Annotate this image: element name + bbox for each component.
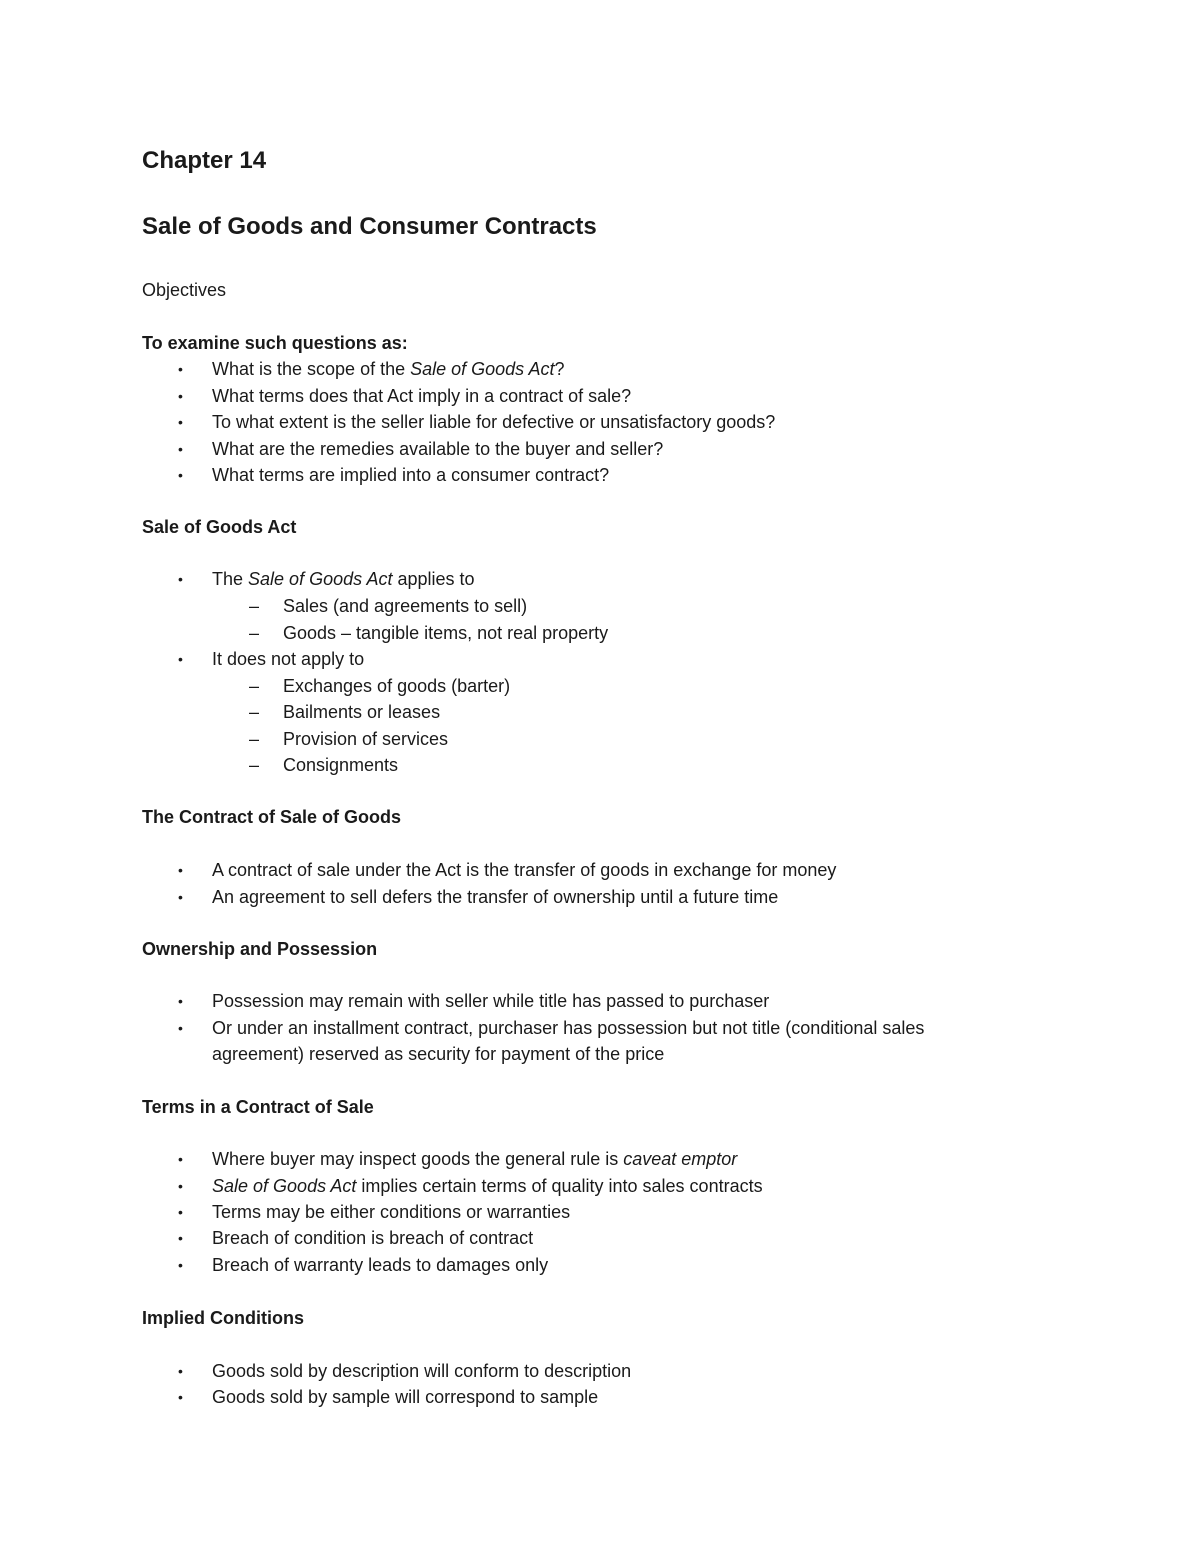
page-subtitle: Sale of Goods and Consumer Contracts	[142, 213, 597, 240]
terms-item: Where buyer may inspect goods the general rule is caveat emptor	[212, 1149, 738, 1169]
terms-item: Breach of warranty leads to damages only	[212, 1255, 549, 1275]
not-apply-item: It does not apply to	[212, 649, 365, 669]
section-heading-sale-of-goods-act: Sale of Goods Act	[142, 517, 297, 537]
objectives-label: Objectives	[142, 280, 227, 300]
bullet-icon: •	[178, 1363, 183, 1379]
objective-question-5: What terms are implied into a consumer contract?	[212, 465, 610, 485]
implied-condition-item: Goods sold by description will conform to description	[212, 1361, 632, 1381]
applies-to-item: The Sale of Goods Act applies to	[212, 569, 475, 589]
ownership-item: Possession may remain with seller while title has passed to purchaser	[212, 991, 770, 1011]
not-apply-sub-item: Consignments	[283, 755, 399, 775]
dash-icon: –	[249, 623, 260, 643]
not-apply-sub-item: Bailments or leases	[283, 702, 441, 722]
section-heading-contract-of-sale: The Contract of Sale of Goods	[142, 807, 402, 827]
dash-icon: –	[249, 596, 260, 616]
objective-question-4: What are the remedies available to the buyer and seller?	[212, 439, 664, 459]
objectives-intro: To examine such questions as:	[142, 333, 408, 353]
section-heading-terms: Terms in a Contract of Sale	[142, 1097, 374, 1117]
bullet-icon: •	[178, 1230, 183, 1246]
chapter-title: Chapter 14	[142, 147, 267, 174]
applies-sub-item: Sales (and agreements to sell)	[283, 596, 528, 616]
bullet-icon: •	[178, 993, 183, 1009]
section-heading-ownership: Ownership and Possession	[142, 939, 378, 959]
bullet-icon: •	[178, 441, 183, 457]
objective-question-1: What is the scope of the Sale of Goods Act?	[212, 359, 565, 379]
ownership-item-line: agreement) reserved as security for payment of the price	[212, 1044, 665, 1064]
terms-item: Breach of condition is breach of contract	[212, 1228, 534, 1248]
bullet-icon: •	[178, 1389, 183, 1405]
not-apply-sub-item: Exchanges of goods (barter)	[283, 676, 511, 696]
not-apply-sub-item: Provision of services	[283, 729, 449, 749]
bullet-icon: •	[178, 1204, 183, 1220]
dash-icon: –	[249, 729, 260, 749]
section-heading-implied-conditions: Implied Conditions	[142, 1308, 304, 1328]
terms-item: Terms may be either conditions or warranties	[212, 1202, 571, 1222]
contract-of-sale-item: An agreement to sell defers the transfer of ownership until a future time	[212, 887, 779, 907]
bullet-icon: •	[178, 1178, 183, 1194]
dash-icon: –	[249, 702, 260, 722]
applies-sub-item: Goods – tangible items, not real property	[283, 623, 609, 643]
bullet-icon: •	[178, 1151, 183, 1167]
objective-question-3: To what extent is the seller liable for defective or unsatisfactory goods?	[212, 412, 776, 432]
dash-icon: –	[249, 676, 260, 696]
bullet-icon: •	[178, 862, 183, 878]
terms-item: Sale of Goods Act implies certain terms of quality into sales contracts	[212, 1176, 763, 1196]
bullet-icon: •	[178, 414, 183, 430]
objective-question-2: What terms does that Act imply in a contract of sale?	[212, 386, 632, 406]
implied-condition-item: Goods sold by sample will correspond to sample	[212, 1387, 599, 1407]
bullet-icon: •	[178, 467, 183, 483]
ownership-item-line: Or under an installment contract, purchaser has possession but not title (conditional sales	[212, 1018, 925, 1038]
bullet-icon: •	[178, 651, 183, 667]
bullet-icon: •	[178, 571, 183, 587]
contract-of-sale-item: A contract of sale under the Act is the transfer of goods in exchange for money	[212, 860, 837, 880]
bullet-icon: •	[178, 889, 183, 905]
bullet-icon: •	[178, 388, 183, 404]
bullet-icon: •	[178, 361, 183, 377]
bullet-icon: •	[178, 1020, 183, 1036]
dash-icon: –	[249, 755, 260, 775]
bullet-icon: •	[178, 1257, 183, 1273]
